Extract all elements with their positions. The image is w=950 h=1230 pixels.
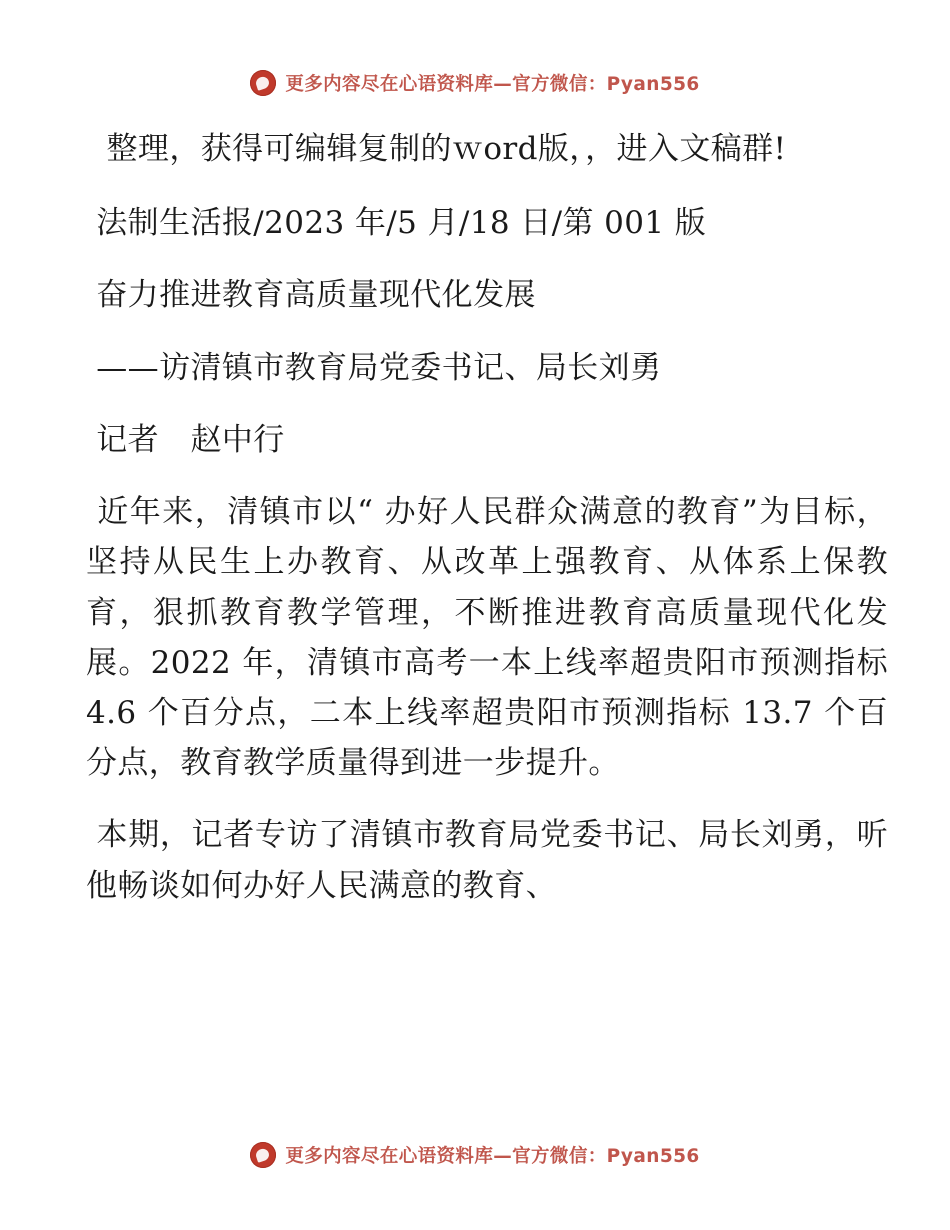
- watermark-footer: [0, 1142, 950, 1168]
- paragraph-closing: 本期，记者专访了清镇市教育局党委书记、局长刘勇，听他畅谈如何办好人民满意的教育、: [86, 817, 888, 904]
- paragraph-byline: 记者 赵中行: [86, 421, 285, 458]
- watermark-header: [0, 70, 950, 96]
- paragraph-lead: 近年来，清镇市以“ 办好人民群众满意的教育”为目标，坚持从民生上办教育、从改革上强教育、从体系上保教育，狠抓教育教学管理，不断推进教育高质量现代化发展。2022 年，清镇市高考一本上线率超贵阳市预测指标 4.6 个百分点，二本上线率超贵阳市预测指标 13.7 个百分点，教育教学质量得到进一步提升。: [86, 494, 899, 782]
- seal-logo-icon: [250, 1142, 276, 1168]
- seal-logo-icon: [250, 70, 276, 96]
- paragraph-spacer: [86, 190, 888, 198]
- watermark-footer-text: 更多内容尽在心语资料库—官方微信：Pyan556: [285, 1146, 700, 1167]
- paragraph-headline: 奋力推进教育高质量现代化发展: [86, 277, 536, 314]
- document-body: [0, 124, 950, 927]
- paragraph-subheadline: ——访清镇市教育局党委书记、局长刘勇: [86, 349, 662, 386]
- paragraph-source-line: 法制生活报/2023 年/5 月/18 日/第 001 版: [86, 205, 707, 242]
- watermark-header-text: 更多内容尽在心语资料库—官方微信：Pyan556: [285, 74, 700, 95]
- paragraph-intro: 整理，获得可编辑复制的ｗord版，，进入文稿群!: [86, 131, 787, 167]
